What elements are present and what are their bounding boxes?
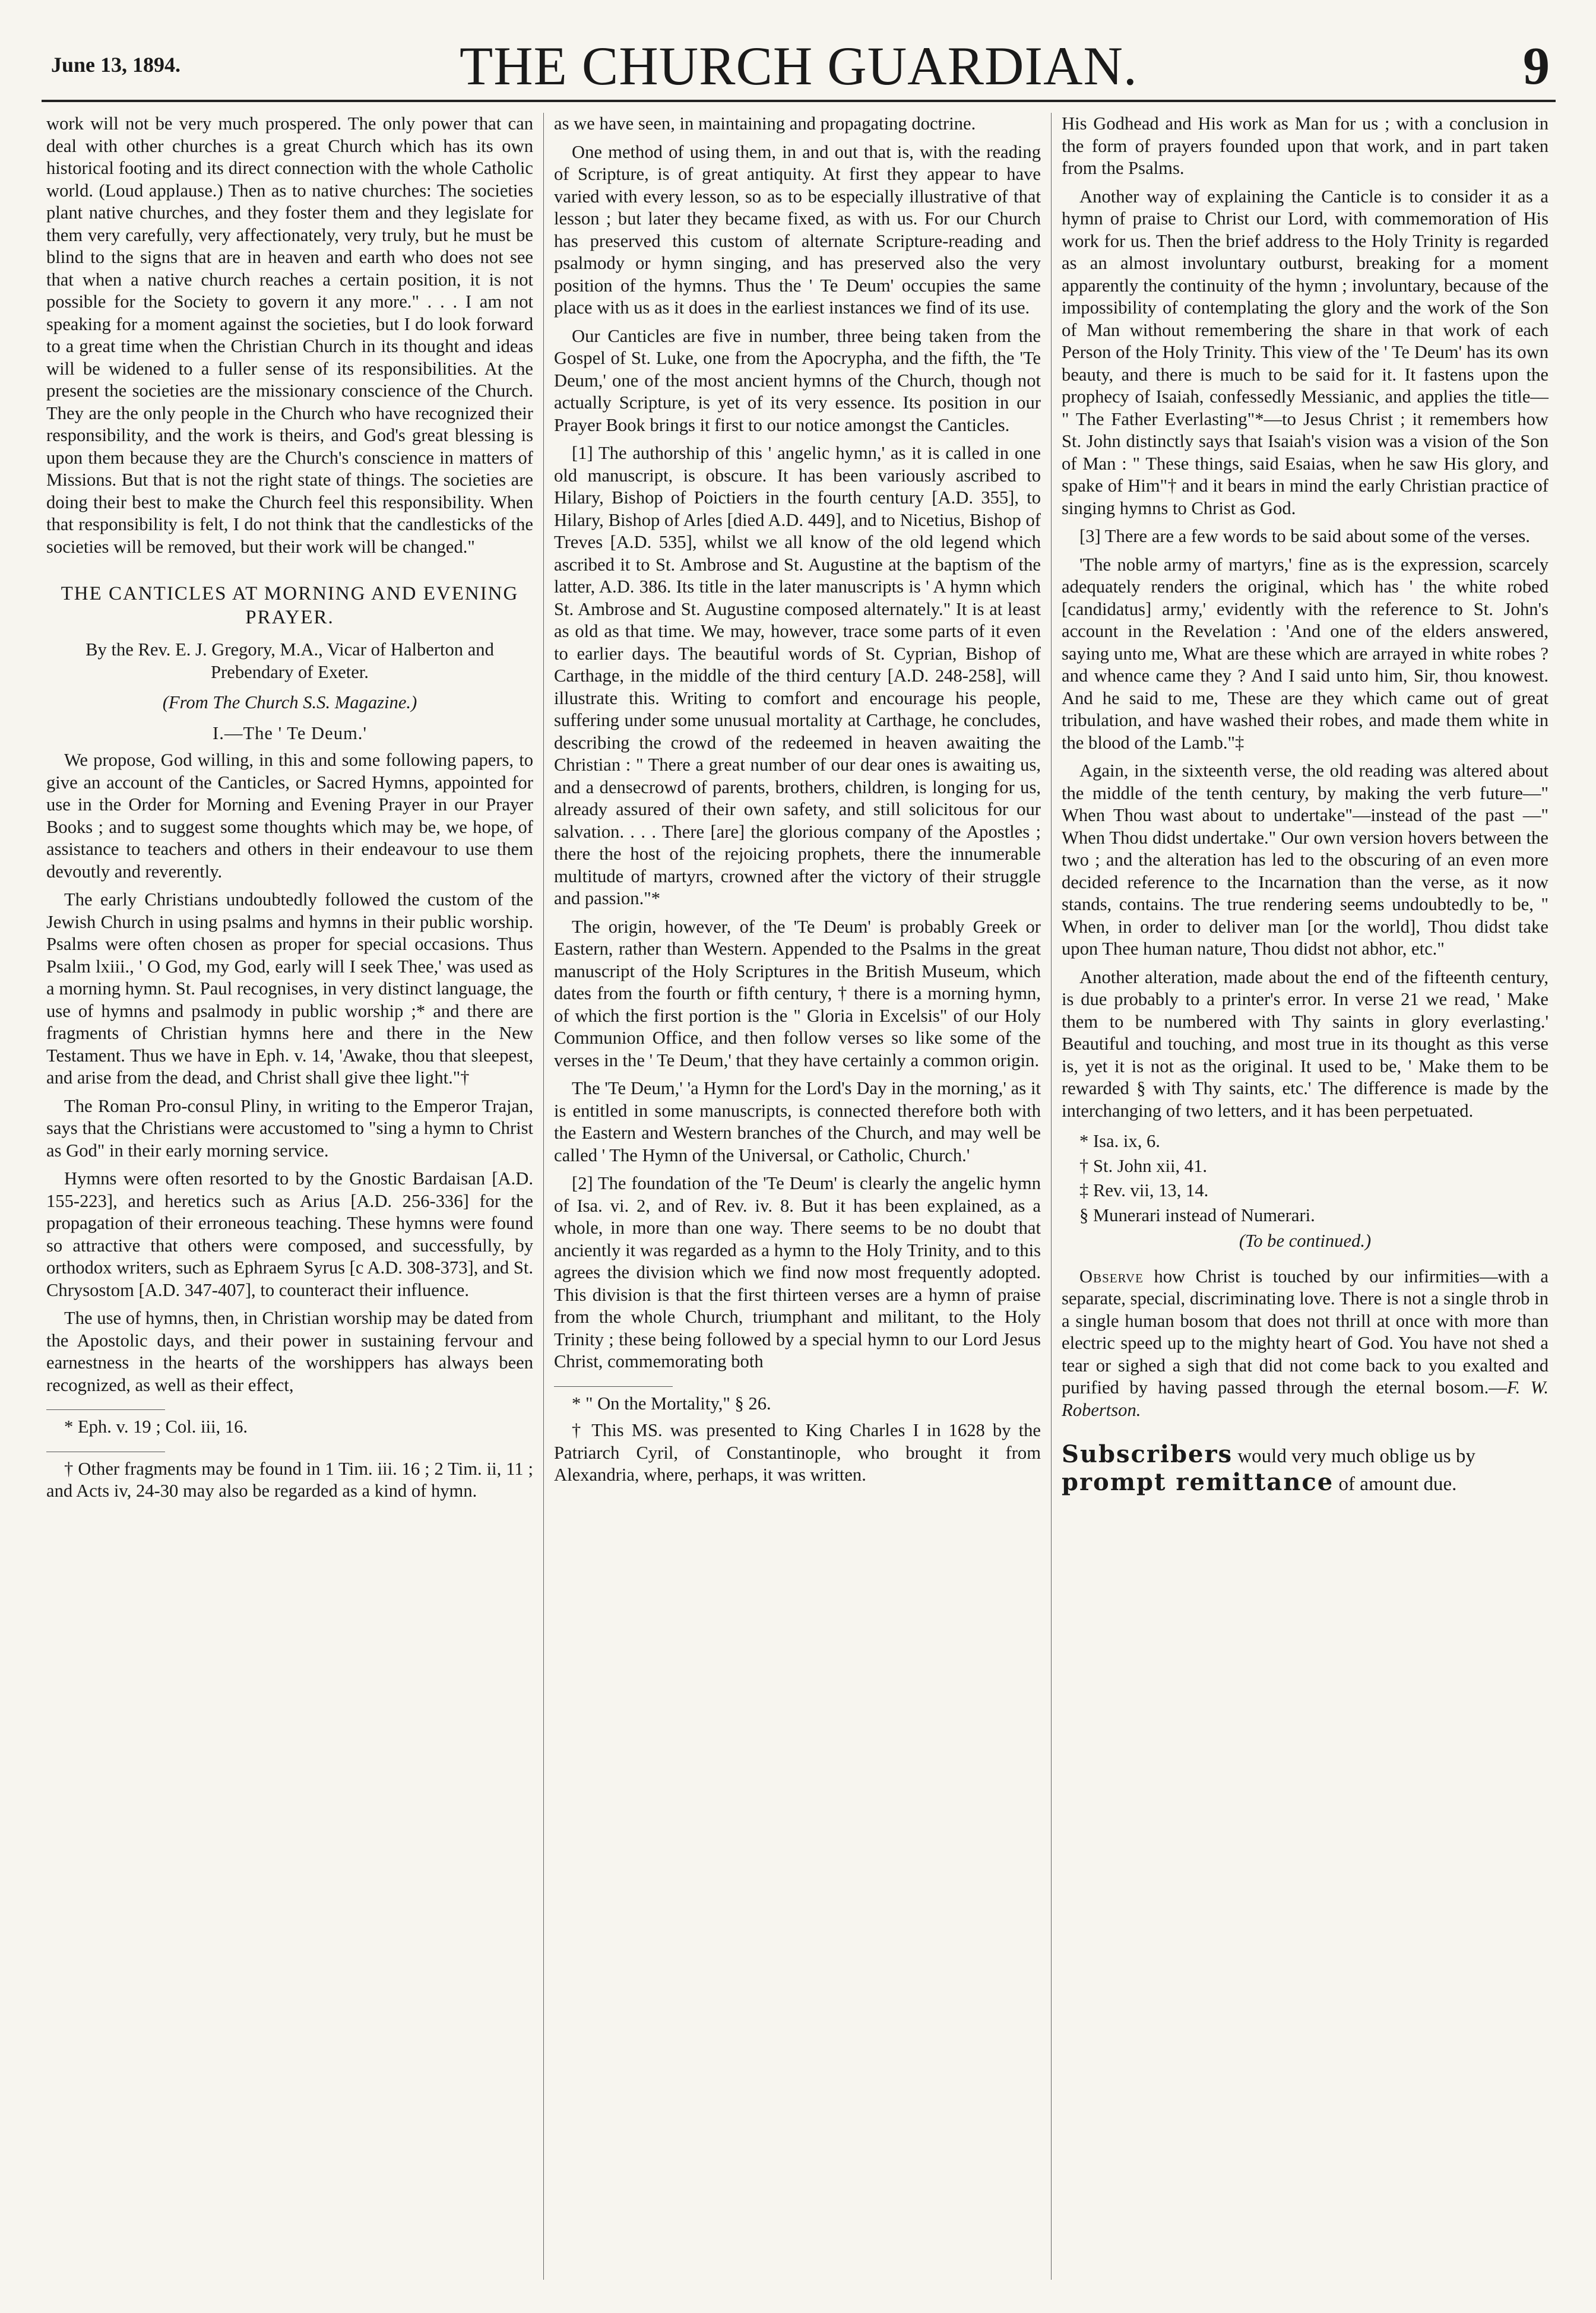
column-3 xyxy=(1062,113,1548,1497)
section-heading: I.—The ' Te Deum.' xyxy=(213,723,367,743)
paper-title: THE CHURCH GUARDIAN. xyxy=(460,36,1138,96)
notice-prompt-remittance: prompt remittance xyxy=(1062,1468,1334,1496)
paragraph: [3] There are a few words to be said about some of the verses. xyxy=(1079,526,1530,546)
footnote: * Isa. ix, 6. xyxy=(1079,1131,1160,1151)
paragraph: [2] The foundation of the 'Te Deum' is clearly the angelic hymn of Isa. vi. 2, and of Rev. iv. 8. But it has been explained, as a whole, in more than one way. There seems to be no doubt that anciently it was regarded as a hymn to the Holy Trinity, and to this agrees the division which we find now most frequently adopted. This division is that the first thirteen verses are a hymn of praise from the whole Church, triumphant and militant, to the Holy Trinity ; these being followed by a special hymn to our Lord Jesus Christ, commemorating both xyxy=(554,1173,1041,1371)
paragraph: Our Canticles are five in number, three being taken from the Gospel of St. Luke, one from the Apocrypha, and the fifth, the 'Te Deum,' one of the most ancient hymns of the Church, though not actually Scripture, is yet of its very essence. Its position in our Prayer Book brings it first to our notice amongst the Canticles. xyxy=(554,325,1041,435)
page-number: 9 xyxy=(1523,37,1550,96)
footnote: * Eph. v. 19 ; Col. iii, 16. xyxy=(64,1417,248,1437)
page-header xyxy=(42,24,1556,95)
paragraph: The early Christians undoubtedly followed the custom of the Jewish Church in using psalms and hymns in their public worship. Psalms were often chosen as proper for special occasions. Thus Psalm lxiii., ' O God, my God, early will I seek Thee,' was used as a morning hymn. St. Paul recognises, in very distinct language, the use of hymns and psalmody in public worship ;* and there are fragments of Christian hymns here and there in the New Testament. Thus we have in Eph. v. 14, 'Awake, thou that sleepest, and arise from the dead, and Christ shall give thee light."† xyxy=(46,889,533,1088)
paragraph: The 'Te Deum,' 'a Hymn for the Lord's Day in the morning,' as it is entitled in some manuscripts, is connected therefore both with the Eastern and Western branches of the Church, and may well be called ' The Hymn of the Universal, or Catholic, Church.' xyxy=(554,1078,1041,1165)
observe-lead: Observe xyxy=(1079,1266,1144,1287)
paragraph: The origin, however, of the 'Te Deum' is probably Greek or Eastern, rather than Western. Appended to the Psalms in the great manuscript of the Holy Scriptures in the British Museum, which dates from the fourth or fifth century, † there is a morning hymn, of which the first portion is the " Gloria in Excelsis" of our Holy Communion Office, and then follow verses so like some of the verses in the ' Te Deum,' that they have certainly a common origin. xyxy=(554,916,1041,1070)
continued-paragraph: His Godhead and His work as Man for us ; with a conclusion in the form of prayers founded upon that work, and in part taken from the Psalms. xyxy=(1062,113,1548,178)
footnote: § Munerari instead of Numerari. xyxy=(1079,1205,1315,1225)
column-divider xyxy=(1051,113,1052,2280)
notice-subscribers: Subscribers xyxy=(1062,1440,1233,1468)
footnote-rule xyxy=(46,1409,165,1410)
column-2 xyxy=(554,113,1041,1491)
continued-paragraph: as we have seen, in maintaining and propagating doctrine. xyxy=(554,113,976,134)
header-rule xyxy=(42,100,1556,102)
footnote-list xyxy=(1062,1130,1548,1227)
subscribers-notice xyxy=(1062,1441,1548,1497)
paragraph: Again, in the sixteenth verse, the old reading was altered about the middle of the tenth century, by making the verb future—" When Thou wast about to undertake"—instead of the past —" When Thou didst undertake." Our own version hovers between the two ; and the alteration has led to the obscuring of an even more decided reference to the Incarnation than the verse, as it now stands, contains. The true rendering seems undoubtedly to be, " When, in order to deliver man [or the world], Thou didst take upon Thee human nature, Thou didst not abhor, etc." xyxy=(1062,761,1548,959)
observe-paragraph xyxy=(1062,1266,1548,1422)
article-source: (From The Church S.S. Magazine.) xyxy=(162,692,417,712)
continued-paragraph: work will not be very much prospered. The only power that can deal with other churches is a great Church which has its own historical footing and its direct connection with the whole Catholic world. (Loud applause.) Then as to native churches: The societies plant native churches, and they foster them and they legislate for them very carefully, very affectionately, very truly, but he must be blind to the signs that are in heaven and earth who does not see that when a native church reaches a certain position, it is not possible for the Society to govern it any more." . . . I am not speaking for a moment against the societies, but I do look forward to a great time when the Christian Church in its thought and ideas will be widened to a fuller sense of its responsibilities. At the present the societies are the missionary conscience of the Church. They are the only people in the Church who have recognized their responsibility, and the work is theirs, and God's great blessing is upon them because they are the Church's conscience in matters of Missions. But that is not the right state of things. The societies are doing their best to make the Church feel this responsibility. When that responsibility is felt, I do not think that the candlesticks of the societies will be removed, but their work will be changed." xyxy=(46,113,533,557)
issue-date: June 13, 1894. xyxy=(51,53,181,77)
paragraph: Hymns were often resorted to by the Gnostic Bardaisan [A.D. 155-223], and heretics such as Arius [A.D. 256-336] for the propagation of their erroneous teaching. These hymns were found so attractive that others were composed, and successfully, by orthodox writers, such as Ephraem Syrus [c A.D. 308-373], and St. Chrysostom [A.D. 347-407], to counteract their influence. xyxy=(46,1168,533,1300)
paragraph: [1] The authorship of this ' angelic hymn,' as it is called in one old manuscript, is obscure. It has been variously ascribed to Hilary, Bishop of Poictiers in the fourth century [A.D. 355], to Hilary, Bishop of Arles [died A.D. 449], and to Nicetius, Bishop of Treves [A.D. 535], whilst we all know of the old legend which ascribed it to St. Ambrose and St. Augustine at the baptism of the latter, A.D. 386. Its title in the later manuscripts is ' A hymn which St. Ambrose and St. Augustine composed alternately." It is at least as old as that time. We may, however, trace some parts of it even to earlier days. The beautiful words of St. Cyprian, Bishop of Carthage, in the middle of the third century [A.D. 248-258], will illustrate this. Writing to comfort and encourage his people, suffering under some unusual mortality at Carthage, he concludes, describing the crowd of the redeemed in heaven awaiting the Christian : " There a great number of our dear ones is awaiting us, and a densecrowd of parents, brothers, children, is longing for us, already assured of their own safety, and still solicitous for our salvation. . . . There [are] the glorious company of the Apostles ; there the host of the rejoicing prophets, there the innumerable multitude of martyrs, crowned after the victory of their struggle and passion."* xyxy=(554,443,1041,908)
article-byline: By the Rev. E. J. Gregory, M.A., Vicar of Halberton and Prebendary of Exeter. xyxy=(86,639,494,682)
footnote: * " On the Mortality," § 26. xyxy=(572,1393,771,1414)
footnote: ‡ Rev. vii, 13, 14. xyxy=(1079,1180,1209,1200)
footnote: † Other fragments may be found in 1 Tim. iii. 16 ; 2 Tim. ii, 11 ; and Acts iv, 24-30 may also be regarded as a kind of hymn. xyxy=(46,1458,533,1501)
observe-signature: F. W. Robertson. xyxy=(1062,1377,1548,1420)
footnote-rule xyxy=(554,1386,673,1387)
column-divider xyxy=(543,113,544,2280)
footnote: † St. John xii, 41. xyxy=(1079,1155,1208,1176)
paragraph: One method of using them, in and out that is, with the reading of Scripture, is of great antiquity. At first they appear to have varied with every lesson, so as to be especially illustrative of that lesson ; but later they became fixed, as with us. For our Church has preserved this custom of alternate Scripture-reading and psalmody or hymn singing, and has preserved also the very position of the hymns. Thus the ' Te Deum' occupies the same place with us as it does in the earliest instances we find of its use. xyxy=(554,141,1041,318)
footnote: † This MS. was presented to King Charles I in 1628 by the Patriarch Cyril, of Constantinople, who brought it from Alexandria, where, perhaps, it was written. xyxy=(554,1420,1041,1485)
paragraph: Another alteration, made about the end of the fifteenth century, is due probably to a printer's error. In verse 21 we read, ' Make them to be numbered with Thy saints in glory everlasting.' Beautiful and touching, and most true in its thought as this verse is, yet it is not as the original. It used to be, ' Make them to be rewarded § with Thy saints, etc.' The difference is made by the interchanging of two letters, and it has been perpetuated. xyxy=(1062,967,1548,1121)
column-1 xyxy=(46,113,533,1507)
newspaper-page xyxy=(42,24,1556,2292)
paragraph: 'The noble army of martyrs,' fine as is the expression, scarcely adequately renders the original, which has ' the white robed [candidatus] army,' evidently with the reference to St. John's account in the Revelation : 'And one of the elders answered, saying unto me, What are these which are arrayed in white robes ? and whence came they ? And I said unto him, Sir, thou knowest. And he said to me, These are they which came out of great tribulation, and have washed their robes, and made them white in the blood of the Lamb."‡ xyxy=(1062,554,1548,753)
paragraph: Another way of explaining the Canticle is to consider it as a hymn of praise to Christ our Lord, with commemoration of His work for us. Then the brief address to the Holy Trinity is regarded as an almost involuntary outburst, breaking for a moment apparently the continuity of the hymn ; involuntary, because of the impossibility of contemplating the glory and the work of the Son of Man without remembering the share in that work of each Person of the Holy Trinity. This view of the ' Te Deum' has its own beauty, and there is much to be said for it. It fastens upon the prophecy of Isaiah, confessedly Messianic, and applies the title— " The Father Everlasting"*—to Jesus Christ ; it remembers how St. John distinctly says that Isaiah's vision was a vision of the Son of Man : " These things, said Esaias, when he saw His glory, and spake of Him"† and it bears in mind the early Christian practice of singing hymns to Christ as God. xyxy=(1062,186,1548,518)
paragraph: We propose, God willing, in this and some following papers, to give an account of the Canticles, or Sacred Hymns, appointed for use in the Order for Morning and Evening Prayer in our Prayer Books ; and to suggest some thoughts which may be, we hope, of assistance to teachers and others in their endeavour to use them devoutly and reverently. xyxy=(46,750,533,882)
observe-body: how Christ is touched by our infirmities—with a separate, special, discriminating love. There is not a single throb in a single human bosom that does not thrill at once with more than electric speed up to the mighty heart of God. You have not shed a tear or sighed a sigh that did not come back to you exalted and purified by having passed through the eternal bosom.— xyxy=(1062,1266,1548,1398)
paragraph: The use of hymns, then, in Christian worship may be dated from the Apostolic days, and their power in sustaining fervour and earnestness in the hearts of the worshippers has always been recognized, as well as their effect, xyxy=(46,1308,533,1395)
article-title: THE CANTICLES AT MORNING AND EVENING PRAYER. xyxy=(61,583,519,628)
paragraph: The Roman Pro-consul Pliny, in writing to the Emperor Trajan, says that the Christians were accustomed to "sing a hymn to Christ as God" in their early morning service. xyxy=(46,1095,533,1161)
notice-end: of amount due. xyxy=(1334,1474,1457,1495)
to-be-continued: (To be continued.) xyxy=(1239,1231,1372,1251)
notice-text: would very much oblige us by xyxy=(1233,1446,1475,1467)
